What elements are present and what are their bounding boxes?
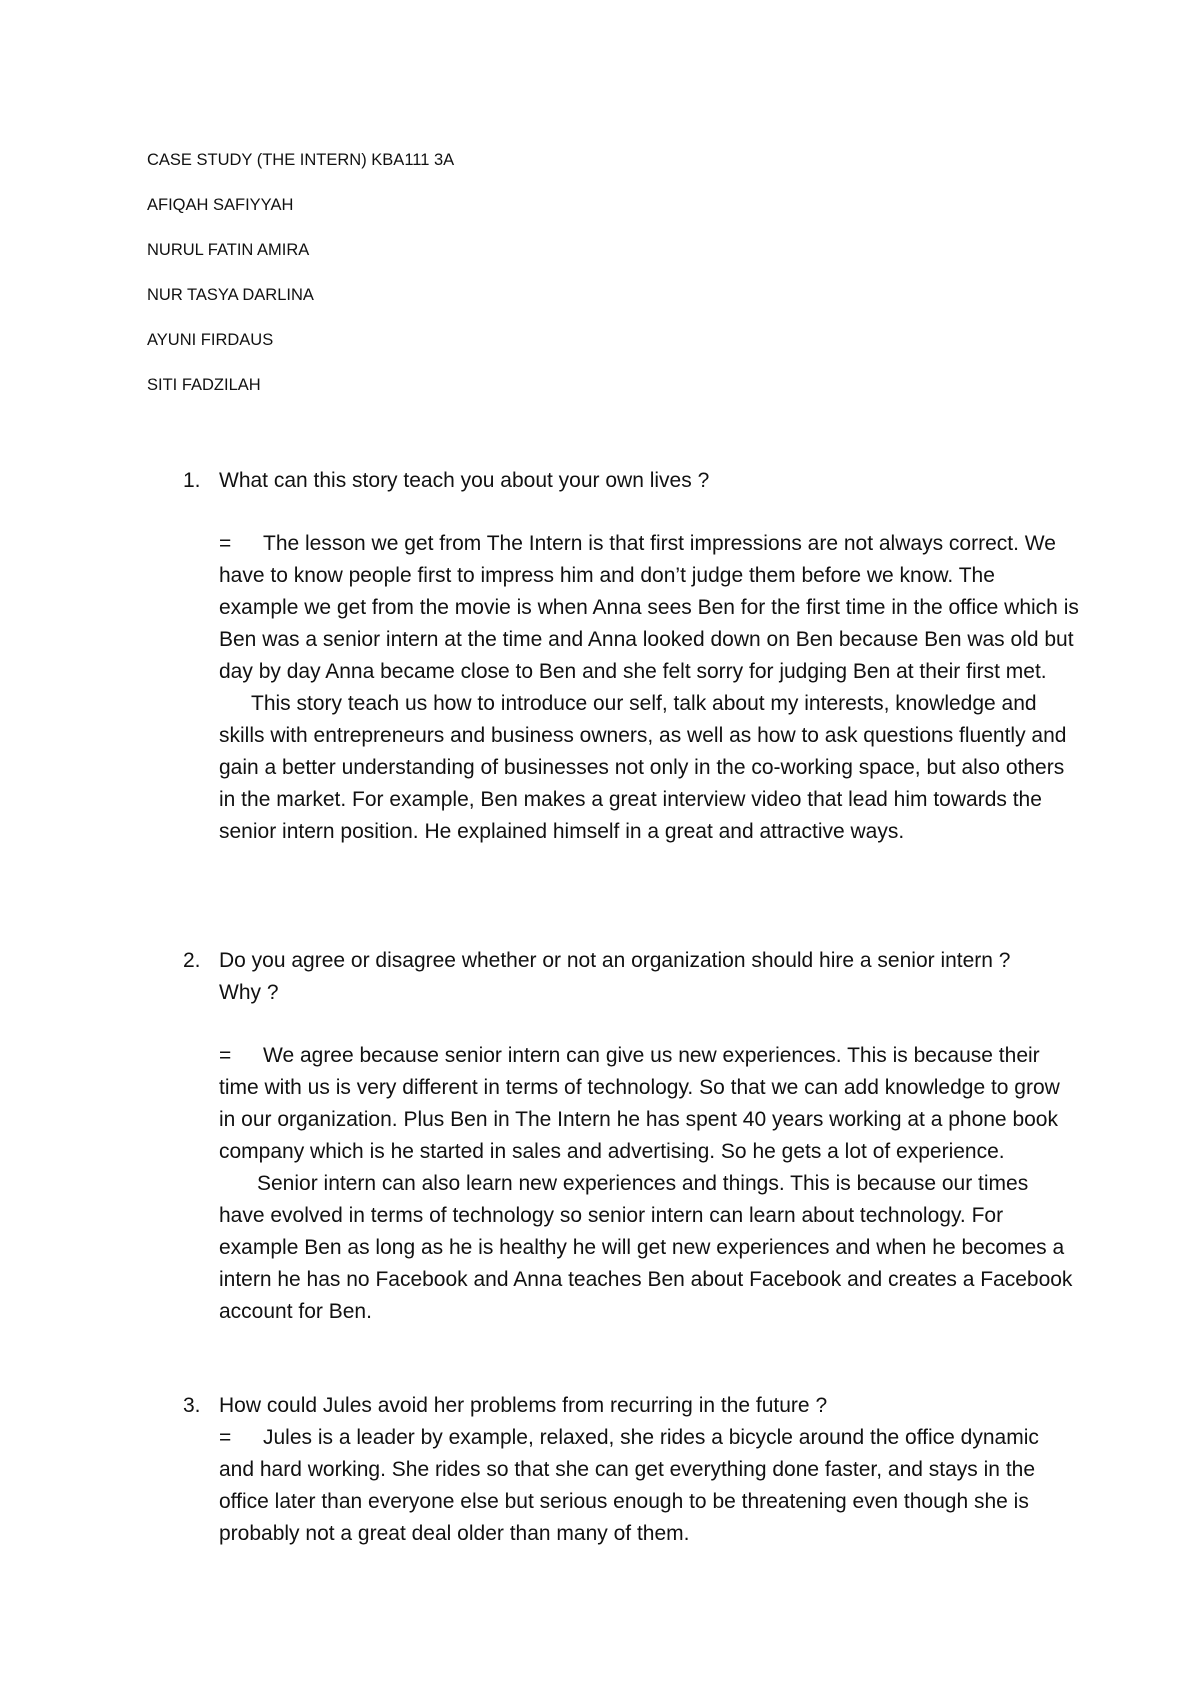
member-name: NUR TASYA DARLINA	[147, 286, 314, 304]
answer-marker: =	[219, 1044, 232, 1067]
question-line: What can this story teach you about your own lives ?	[219, 469, 710, 492]
question-number: 3.	[183, 1394, 201, 1417]
answer-text: The lesson we get from The Intern is that first impressions are not always correct. We have to know people first to impress him and don’t judge them before we know. The example we get from the movie is when Anna sees Ben for the first time in the office which is Ben was a senior intern at the time and Anna looked down on Ben because Ben was old but day by day Anna became close to Ben and she felt sorry for judging Ben at their first met.	[219, 532, 1079, 683]
member-name: AYUNI FIRDAUS	[147, 331, 274, 349]
answer-block	[219, 528, 1079, 848]
answer-paragraph: This story teach us how to introduce our self, talk about my interests, knowledge and skills with entrepreneurs and business owners, as well as how to ask questions fluently and gain a better understanding of businesses not only in the co-working space, but also others in the market. For example, Ben makes a great interview video that lead him towards the senior intern position. He explained himself in a great and attractive ways.	[219, 692, 1067, 843]
question-text	[219, 1390, 1089, 1422]
question-text	[219, 465, 1089, 497]
answer-block	[219, 1422, 1079, 1550]
question-line: How could Jules avoid her problems from recurring in the future ?	[219, 1394, 828, 1417]
answer-marker: =	[219, 532, 232, 555]
answer-text: We agree because senior intern can give us new experiences. This is because their time with us is very different in terms of technology. So that we can add knowledge to grow in our organization. Plus Ben in The Intern he has spent 40 years working at a phone book company which is he started in sales and advertising. So he gets a lot of experience.	[219, 1044, 1060, 1163]
answer-paragraph	[219, 1040, 1079, 1168]
answer-text: Jules is a leader by example, relaxed, she rides a bicycle around the office dynamic and hard working. She rides so that she can get everything done faster, and stays in the office later than everyone else but serious enough to be threatening even though she is probably not a great deal older than many of them.	[219, 1426, 1039, 1545]
member-name: AFIQAH SAFIYYAH	[147, 196, 294, 214]
answer-paragraph: Senior intern can also learn new experiences and things. This is because our times have evolved in terms of technology so senior intern can learn about technology. For example Ben as long as he is healthy he will get new experiences and when he becomes a intern he has no Facebook and Anna teaches Ben about Facebook and creates a Facebook account for Ben.	[219, 1172, 1073, 1323]
question-number: 2.	[183, 949, 201, 972]
member-name: SITI FADZILAH	[147, 376, 261, 394]
answer-paragraph	[219, 528, 1079, 688]
question-number: 1.	[183, 469, 201, 492]
document-title: CASE STUDY (THE INTERN) KBA111 3A	[147, 151, 455, 169]
question-text	[219, 945, 1089, 1009]
question-line: Why ?	[219, 981, 279, 1004]
answer-block	[219, 1040, 1079, 1328]
question-line: Do you agree or disagree whether or not an organization should hire a senior intern ?	[219, 949, 1011, 972]
member-name: NURUL FATIN AMIRA	[147, 241, 310, 259]
answer-marker: =	[219, 1426, 232, 1449]
answer-paragraph	[219, 1422, 1079, 1550]
